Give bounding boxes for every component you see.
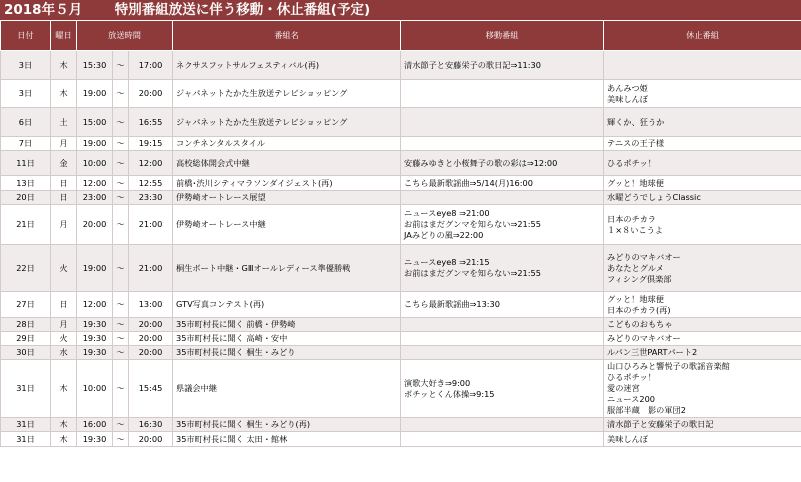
cell-date: 28日 xyxy=(1,318,51,332)
cell-cancelled xyxy=(604,80,801,108)
cell-end: 12:00 xyxy=(129,151,173,176)
cancelled-program: 日本のチカラ xyxy=(607,213,656,224)
cell-end: 20:00 xyxy=(129,432,173,447)
cell-end: 12:55 xyxy=(129,176,173,191)
cell-start: 19:30 xyxy=(77,432,113,447)
cell-moved xyxy=(401,292,604,318)
title-main: 特別番組放送に伴う移動・休止番組(予定) xyxy=(114,2,371,18)
cell-sep: ～ xyxy=(113,346,129,360)
moved-program: お前はまだグンマを知らない⇒21:55 xyxy=(404,268,541,278)
cell-date: 20日 xyxy=(1,191,51,205)
cell-cancelled xyxy=(604,205,801,245)
cancelled-program: 愛の迷宮 xyxy=(607,383,640,393)
cell-cancelled xyxy=(604,292,801,318)
moved-program: こちら最新歌謡曲⇒5/14(月)16:00 xyxy=(404,177,533,188)
cell-dow: 木 xyxy=(51,418,77,432)
cell-start: 19:00 xyxy=(77,80,113,108)
cancelled-program: みどりのマキバオー xyxy=(607,251,681,262)
cancelled-program: ニュース200 xyxy=(607,394,655,404)
cell-cancelled xyxy=(604,418,801,432)
cancelled-program: 輝くか、狂うか xyxy=(607,116,665,127)
cell-end: 21:00 xyxy=(129,245,173,292)
cell-program: 35市町村長に聞く 前橋・伊勢崎 xyxy=(173,318,401,332)
cell-dow: 日 xyxy=(51,191,77,205)
cancelled-program: ルパン三世PARTパート2 xyxy=(607,347,698,357)
cell-start: 19:30 xyxy=(77,318,113,332)
cell-date: 21日 xyxy=(1,205,51,245)
cell-start: 16:00 xyxy=(77,418,113,432)
cell-program: 35市町村長に聞く 桐生・みどり xyxy=(173,346,401,360)
cancelled-program: グッと！地球便 xyxy=(607,177,664,188)
cell-date: 22日 xyxy=(1,245,51,292)
cell-moved xyxy=(401,360,604,418)
cell-dow: 木 xyxy=(51,432,77,447)
cell-dow: 金 xyxy=(51,151,77,176)
cell-cancelled xyxy=(604,432,801,447)
cell-sep: ～ xyxy=(113,245,129,292)
cell-start: 19:30 xyxy=(77,332,113,346)
cell-start: 15:30 xyxy=(77,51,113,80)
cell-sep: ～ xyxy=(113,292,129,318)
cell-cancelled xyxy=(604,51,801,80)
title-bar xyxy=(0,0,801,20)
cell-end: 16:55 xyxy=(129,108,173,137)
table-row xyxy=(1,245,801,292)
table-row xyxy=(1,360,801,418)
cell-end: 21:00 xyxy=(129,205,173,245)
table-row xyxy=(1,191,801,205)
cell-program: ネクサスフットサルフェスティバル(再) xyxy=(173,51,401,80)
cell-program: GTV写真コンテスト(再) xyxy=(173,292,401,318)
cell-start: 23:00 xyxy=(77,191,113,205)
header-row xyxy=(1,21,801,51)
table-row xyxy=(1,432,801,447)
cell-dow: 月 xyxy=(51,137,77,151)
cell-date: 31日 xyxy=(1,360,51,418)
table-row xyxy=(1,137,801,151)
header-cancelled: 休止番組 xyxy=(604,21,801,51)
cell-date: 29日 xyxy=(1,332,51,346)
cell-dow: 火 xyxy=(51,245,77,292)
table-row xyxy=(1,332,801,346)
cell-moved xyxy=(401,332,604,346)
cell-start: 19:30 xyxy=(77,346,113,360)
cancelled-program: フィシング倶楽部 xyxy=(607,273,672,284)
header-time: 放送時間 xyxy=(77,21,173,51)
cell-cancelled xyxy=(604,346,801,360)
cell-moved xyxy=(401,51,604,80)
moved-program: お前はまだグンマを知らない⇒21:55 xyxy=(404,219,541,229)
title-date: 2018年５月 xyxy=(4,2,83,18)
cell-cancelled xyxy=(604,360,801,418)
cell-start: 19:00 xyxy=(77,137,113,151)
cell-start: 10:00 xyxy=(77,360,113,418)
cell-program: 高校総体開会式中継 xyxy=(173,151,401,176)
cell-dow: 木 xyxy=(51,80,77,108)
cell-cancelled xyxy=(604,137,801,151)
cancelled-program: 清水節子と安藤栄子の歌日記 xyxy=(607,419,714,429)
cell-sep: ～ xyxy=(113,360,129,418)
cell-sep: ～ xyxy=(113,137,129,151)
cell-moved xyxy=(401,418,604,432)
cell-start: 10:00 xyxy=(77,151,113,176)
header-dow: 曜日 xyxy=(51,21,77,51)
cell-cancelled xyxy=(604,245,801,292)
table-row xyxy=(1,51,801,80)
cell-sep: ～ xyxy=(113,418,129,432)
cell-end: 17:00 xyxy=(129,51,173,80)
cell-sep: ～ xyxy=(113,318,129,332)
moved-program: ニュースeye8 ⇒21:00 xyxy=(404,208,490,218)
cell-end: 15:45 xyxy=(129,360,173,418)
table-row xyxy=(1,108,801,137)
cell-program: 35市町村長に聞く 太田・館林 xyxy=(173,432,401,447)
cell-date: 3日 xyxy=(1,51,51,80)
moved-program: こちら最新歌謡曲⇒13:30 xyxy=(404,299,500,309)
cell-program: 前橋･渋川シティマラソンダイジェスト(再) xyxy=(173,176,401,191)
cell-sep: ～ xyxy=(113,205,129,245)
cell-program: コンチネンタルスタイル xyxy=(173,137,401,151)
cancelled-program: 日本のチカラ(再) xyxy=(607,304,671,315)
cell-moved xyxy=(401,80,604,108)
cell-end: 20:00 xyxy=(129,332,173,346)
cell-cancelled xyxy=(604,151,801,176)
cancelled-program: みどりのマキバオー xyxy=(607,333,681,343)
table-row xyxy=(1,418,801,432)
cancelled-program: 美味しんぼ xyxy=(607,433,648,444)
cancelled-program: テニスの王子様 xyxy=(607,138,665,148)
cell-dow: 日 xyxy=(51,176,77,191)
moved-program: 清水節子と安藤栄子の歌日記⇒11:30 xyxy=(404,59,541,70)
table-row xyxy=(1,346,801,360)
cancelled-program: 服部半蔵 影の軍団2 xyxy=(607,405,686,415)
cell-end: 19:15 xyxy=(129,137,173,151)
cell-cancelled xyxy=(604,332,801,346)
cell-dow: 木 xyxy=(51,51,77,80)
cell-date: 31日 xyxy=(1,432,51,447)
cell-end: 23:30 xyxy=(129,191,173,205)
moved-program: 演歌大好き⇒9:00 xyxy=(404,377,471,388)
cell-dow: 土 xyxy=(51,108,77,137)
table-row xyxy=(1,292,801,318)
table-row xyxy=(1,80,801,108)
cell-sep: ～ xyxy=(113,80,129,108)
schedule-table xyxy=(0,20,801,447)
cell-program: ジャパネットたかた生放送テレビショッピング xyxy=(173,108,401,137)
cell-cancelled xyxy=(604,191,801,205)
cell-dow: 月 xyxy=(51,318,77,332)
cell-sep: ～ xyxy=(113,51,129,80)
cell-moved xyxy=(401,191,604,205)
cell-end: 20:00 xyxy=(129,80,173,108)
cell-program: 35市町村長に聞く 高崎・安中 xyxy=(173,332,401,346)
cancelled-program: あんみつ姫 xyxy=(607,82,648,93)
cell-end: 20:00 xyxy=(129,318,173,332)
cell-start: 20:00 xyxy=(77,205,113,245)
cell-sep: ～ xyxy=(113,332,129,346)
cell-program: 伊勢崎オートレース展望 xyxy=(173,191,401,205)
cell-sep: ～ xyxy=(113,432,129,447)
cell-start: 12:00 xyxy=(77,292,113,318)
table-row xyxy=(1,318,801,332)
moved-program: 安藤みゆきと小桜舞子の歌の彩は⇒12:00 xyxy=(404,157,558,168)
cell-date: 13日 xyxy=(1,176,51,191)
cell-moved xyxy=(401,205,604,245)
cell-start: 19:00 xyxy=(77,245,113,292)
cancelled-program: １×８いこうよ xyxy=(607,224,664,235)
cancelled-program: 水曜どうでしょうClassic xyxy=(607,192,701,202)
cell-sep: ～ xyxy=(113,176,129,191)
cell-program: 桐生ボート中継・GⅢオールレディース準優勝戦 xyxy=(173,245,401,292)
cell-cancelled xyxy=(604,108,801,137)
table-row xyxy=(1,151,801,176)
cell-moved xyxy=(401,245,604,292)
table-row xyxy=(1,176,801,191)
cancelled-program: ひるポチッ！ xyxy=(607,372,656,382)
cancelled-program: グッと！地球便 xyxy=(607,293,664,304)
cell-end: 16:30 xyxy=(129,418,173,432)
header-program: 番組名 xyxy=(173,21,401,51)
cell-program: 35市町村長に聞く 桐生・みどり(再) xyxy=(173,418,401,432)
cancelled-program: ひるポチッ！ xyxy=(607,157,656,168)
cell-sep: ～ xyxy=(113,191,129,205)
cell-dow: 月 xyxy=(51,205,77,245)
cell-cancelled xyxy=(604,176,801,191)
cell-program: 伊勢崎オートレース中継 xyxy=(173,205,401,245)
cell-dow: 火 xyxy=(51,332,77,346)
cell-start: 12:00 xyxy=(77,176,113,191)
moved-program: JAみどりの風⇒22:00 xyxy=(404,230,484,240)
cell-sep: ～ xyxy=(113,151,129,176)
moved-program: ポチッとくん体操⇒9:15 xyxy=(404,388,495,399)
header-date: 日付 xyxy=(1,21,51,51)
cancelled-program: 山口ひろみと響悦子の歌謡音楽館 xyxy=(607,361,730,371)
cell-sep: ～ xyxy=(113,108,129,137)
moved-program: ニュースeye8 ⇒21:15 xyxy=(404,257,490,267)
cell-dow: 水 xyxy=(51,346,77,360)
cell-date: 30日 xyxy=(1,346,51,360)
cell-cancelled xyxy=(604,318,801,332)
cell-end: 13:00 xyxy=(129,292,173,318)
cell-date: 27日 xyxy=(1,292,51,318)
cancelled-program: あなたとグルメ xyxy=(607,262,664,273)
cell-date: 6日 xyxy=(1,108,51,137)
cell-moved xyxy=(401,176,604,191)
table-row xyxy=(1,205,801,245)
cell-dow: 木 xyxy=(51,360,77,418)
cell-program: ジャパネットたかた生放送テレビショッピング xyxy=(173,80,401,108)
cell-moved xyxy=(401,151,604,176)
cancelled-program: 美味しんぼ xyxy=(607,93,648,104)
cell-moved xyxy=(401,432,604,447)
cell-end: 20:00 xyxy=(129,346,173,360)
cell-moved xyxy=(401,108,604,137)
cell-dow: 日 xyxy=(51,292,77,318)
cell-start: 15:00 xyxy=(77,108,113,137)
cell-date: 11日 xyxy=(1,151,51,176)
cell-date: 3日 xyxy=(1,80,51,108)
cancelled-program: こどものおもちゃ xyxy=(607,319,673,329)
cell-date: 31日 xyxy=(1,418,51,432)
cell-date: 7日 xyxy=(1,137,51,151)
header-moved: 移動番組 xyxy=(401,21,604,51)
cell-program: 県議会中継 xyxy=(173,360,401,418)
cell-moved xyxy=(401,137,604,151)
cell-moved xyxy=(401,318,604,332)
cell-moved xyxy=(401,346,604,360)
